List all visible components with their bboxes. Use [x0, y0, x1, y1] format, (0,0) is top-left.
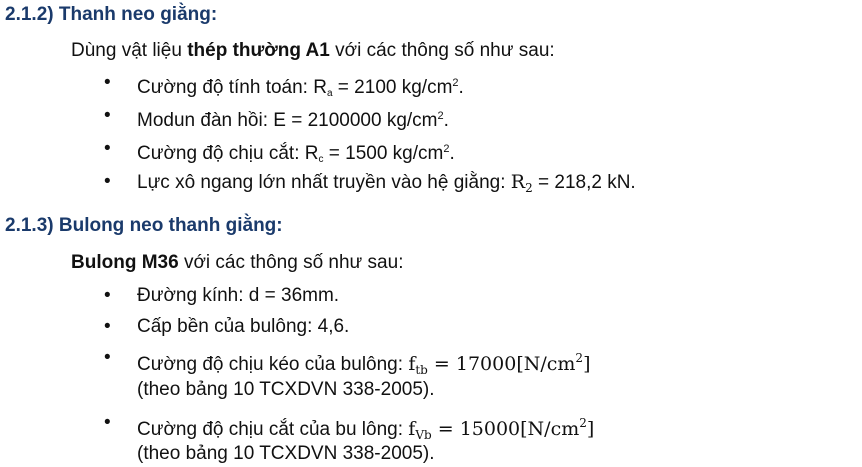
- math-variable: f: [408, 418, 416, 440]
- intro-text-end: với các thông số như sau:: [178, 252, 404, 273]
- math-variable: R: [510, 171, 526, 193]
- math-expression: [408, 353, 590, 375]
- item-value: = 218,2 kN.: [532, 172, 636, 193]
- bolt-name: Bulong M36: [71, 252, 179, 273]
- item-text: Cường độ chịu kéo của bulông:: [137, 354, 409, 375]
- bullet-icon: •: [104, 138, 111, 159]
- bullet-icon: •: [104, 316, 111, 337]
- intro-text-end: với các thông số như sau:: [329, 40, 555, 61]
- item-text: Cường độ chịu cắt của bu lông:: [137, 419, 409, 440]
- math-subscript: tb: [415, 363, 428, 377]
- item-text: Cấp bền của bulông: 4,6.: [137, 316, 350, 337]
- item-value: = 1500 kg/cm: [323, 143, 444, 164]
- bullet-icon: •: [104, 72, 111, 93]
- bullet-icon: •: [104, 171, 111, 192]
- section-heading-thanh-neo-giang: 2.1.2) Thanh neo giằng:: [5, 4, 218, 25]
- math-expression: [511, 171, 533, 193]
- item-text: Lực xô ngang lớn nhất truyền vào hệ giằng:: [137, 172, 511, 193]
- bullet-icon: •: [104, 105, 111, 126]
- item-text: Modun đàn hồi: E = 2100000 kg/cm: [137, 110, 438, 131]
- reference-note: (theo bảng 10 TCXDVN 338-2005).: [137, 379, 435, 400]
- material-name: thép thường A1: [187, 40, 330, 61]
- math-value: = 17000[N/cm: [427, 353, 576, 375]
- item-end: .: [443, 110, 449, 131]
- bullet-icon: •: [104, 347, 111, 368]
- reference-note: (theo bảng 10 TCXDVN 338-2005).: [137, 443, 435, 464]
- math-expression: [408, 418, 594, 440]
- bullet-icon: •: [104, 412, 111, 433]
- superscript: 2: [443, 143, 450, 155]
- math-superscript: 2: [575, 351, 584, 365]
- item-text: Đường kính: d = 36mm.: [137, 285, 340, 306]
- math-subscript: Vb: [415, 428, 432, 442]
- math-bracket: ]: [586, 418, 595, 440]
- math-bracket: ]: [583, 353, 591, 375]
- item-value: = 2100 kg/cm: [332, 77, 453, 98]
- math-subscript: 2: [525, 181, 533, 195]
- intro-text: Dùng vật liệu: [71, 40, 188, 61]
- section2-intro: [71, 252, 403, 274]
- superscript: 2: [452, 77, 459, 89]
- subscript: c: [318, 154, 324, 165]
- section1-intro: [71, 40, 555, 62]
- bullet-icon: •: [104, 285, 111, 306]
- superscript: 2: [437, 110, 444, 122]
- math-value: = 15000[N/cm: [431, 418, 580, 440]
- item-text: Cường độ chịu cắt: R: [137, 143, 319, 164]
- math-superscript: 2: [579, 416, 587, 430]
- subscript: a: [326, 88, 333, 99]
- section-heading-bulong-neo: 2.1.3) Bulong neo thanh giằng:: [5, 215, 283, 236]
- item-text: Cường độ tính toán: R: [137, 77, 327, 98]
- item-end: .: [458, 77, 464, 98]
- math-variable: f: [408, 353, 416, 375]
- item-end: .: [449, 143, 455, 164]
